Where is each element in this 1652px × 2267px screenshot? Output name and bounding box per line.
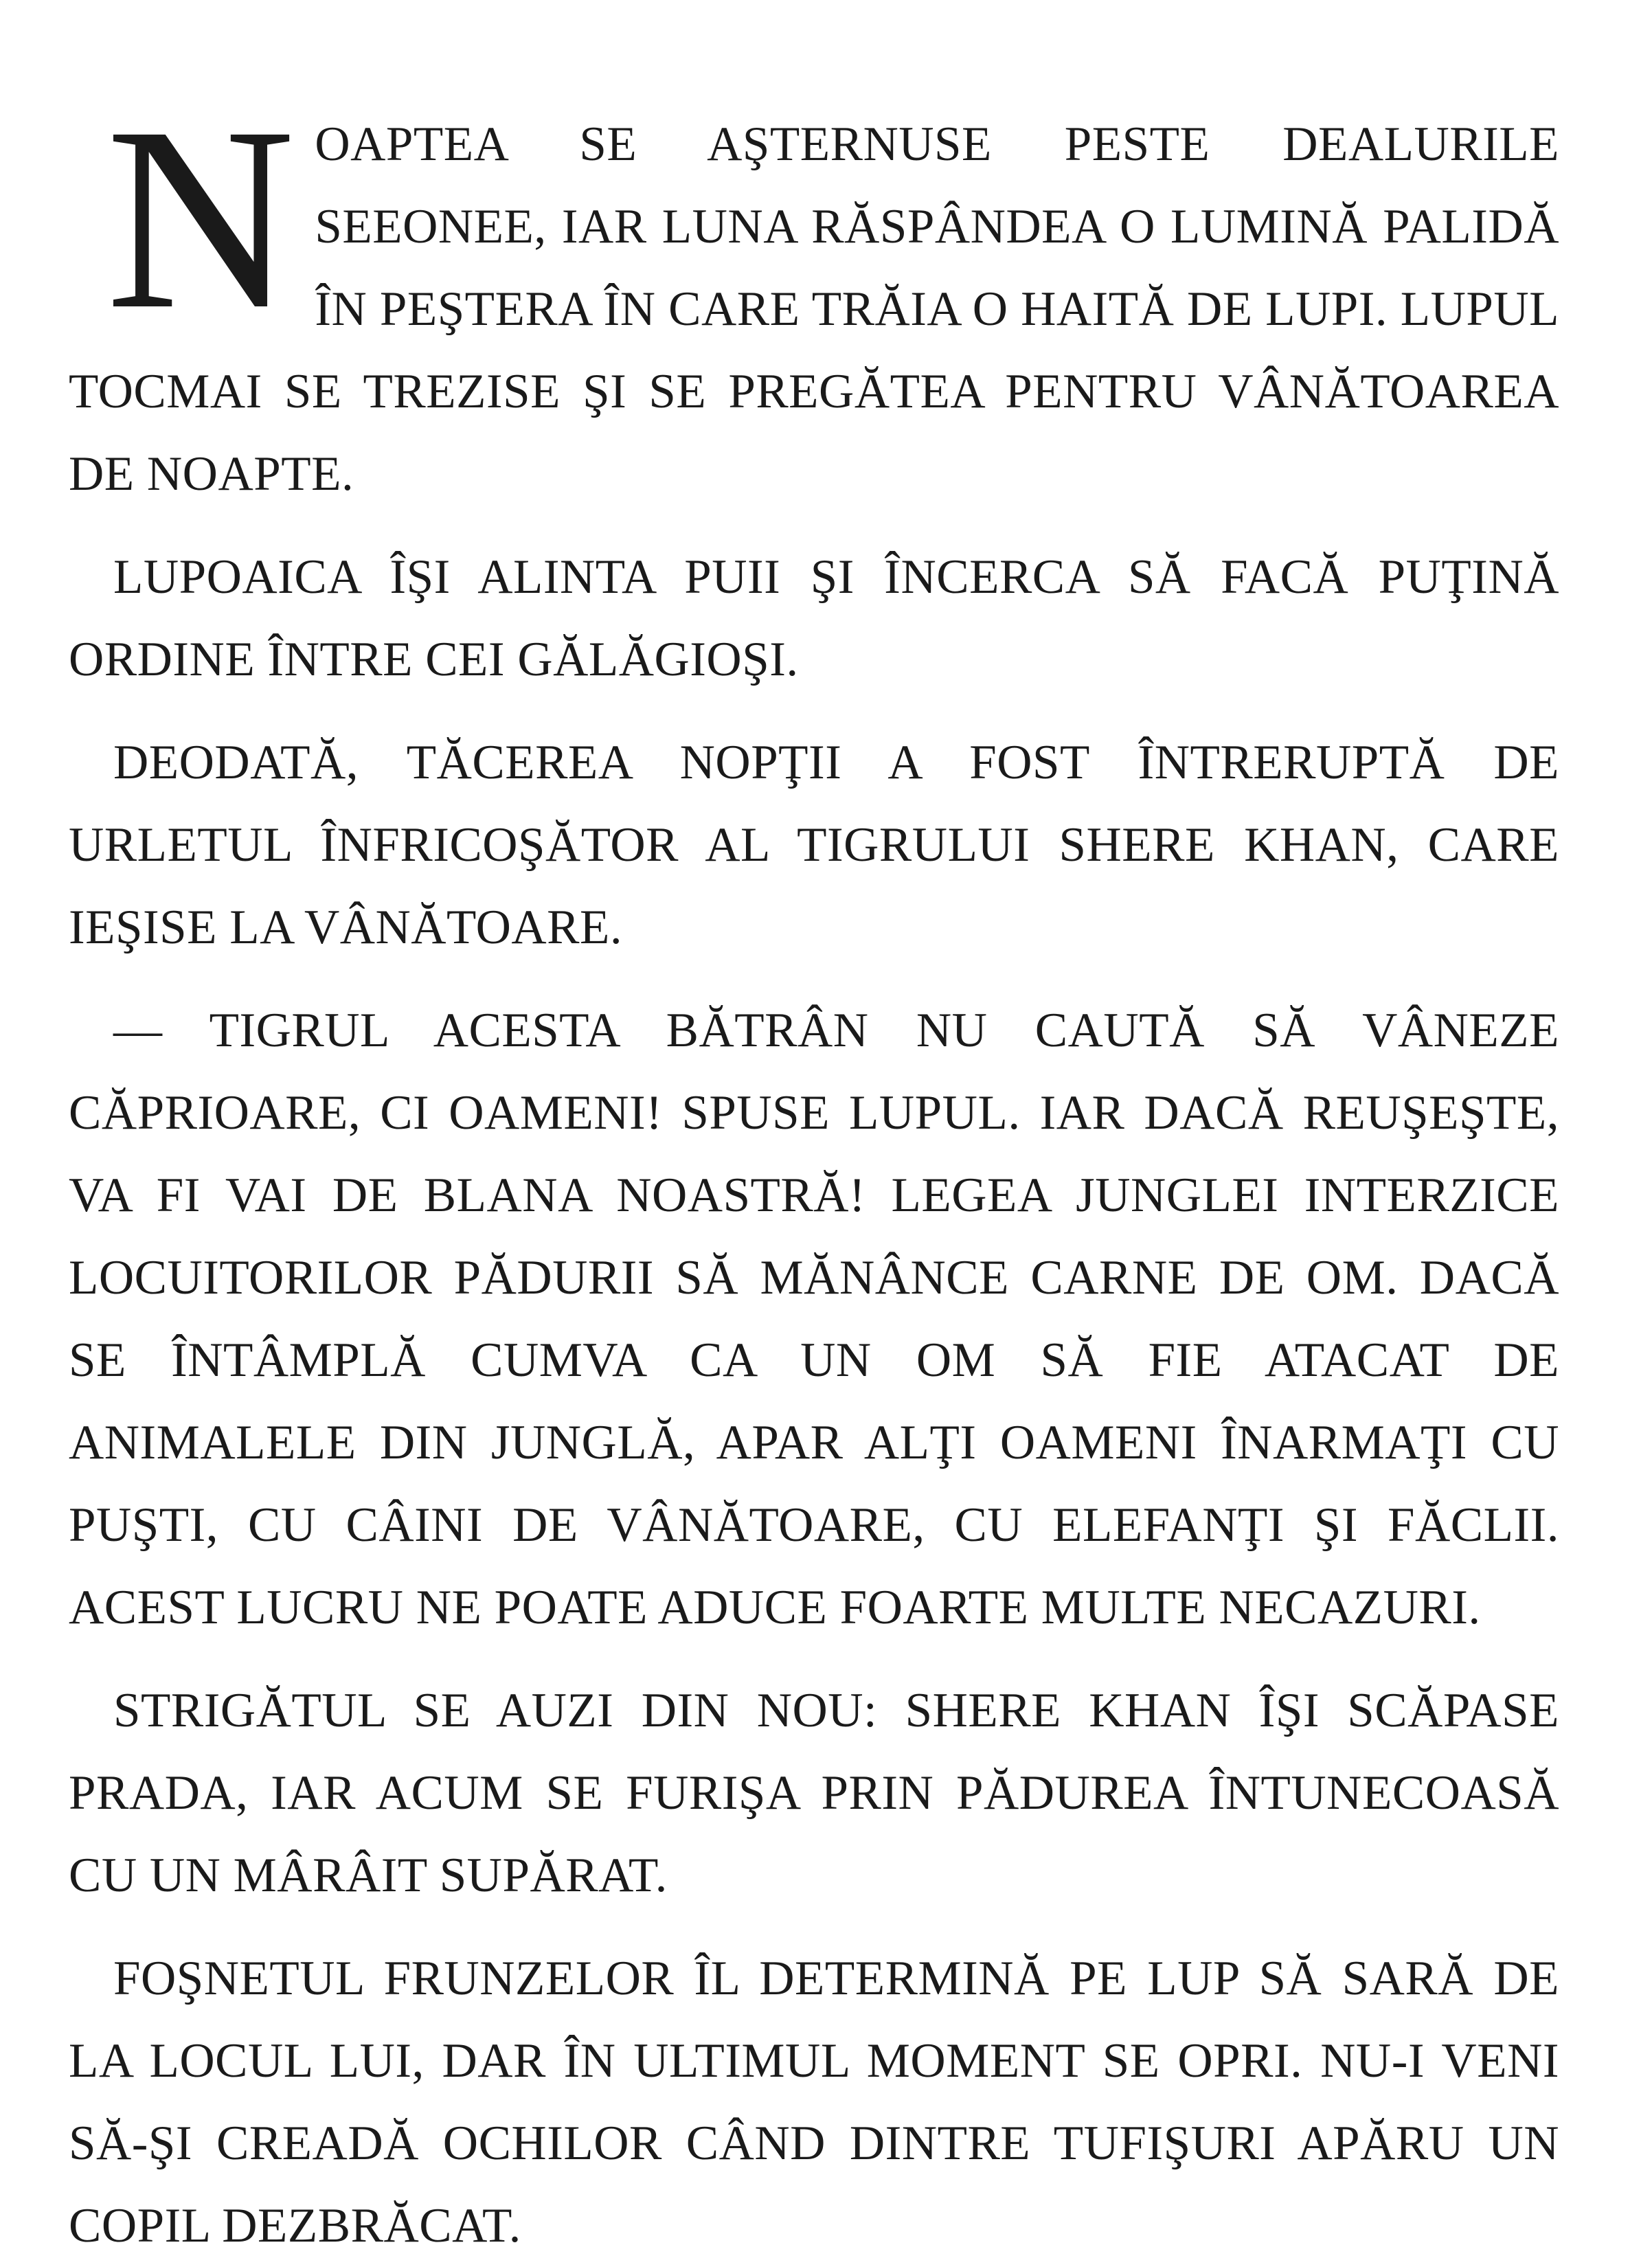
paragraph-shout-again: STRIGĂTUL SE AUZI DIN NOU: SHERE KHAN ÎŞI SCĂPASE PRADA, IAR ACUM SE FURIŞA PRIN PĂDUREA ÎNTUNECOASĂ CU UN MÂRÂIT SUPĂRAT. bbox=[69, 1684, 1559, 1902]
paragraph-tiger-roar: DEODATĂ, TĂCEREA NOPŢII A FOST ÎNTRERUPTĂ DE URLETUL ÎNFRICOŞĂTOR AL TIGRULUI SHERE KHAN, CARE IEŞISE LA VÂNĂTOARE. bbox=[69, 736, 1559, 954]
paragraph-wolf-speech: — TIGRUL ACESTA BĂTRÂN NU CAUTĂ SĂ VÂNEZE CĂPRIOARE, CI OAMENI! SPUSE LUPUL. IAR DACĂ REUŞEŞTE, VA FI VAI DE BLANA NOASTRĂ! LEGEA JUNGLEI INTERZICE LOCUITORILOR PĂDURII SĂ MĂNÂNCE CARNE DE OM. DACĂ SE ÎNTÂMPLĂ CUMVA CA UN OM SĂ FIE ATACAT DE ANIMALELE DIN JUNGLĂ, APAR ALŢI OAMENI ÎNARMAŢI CU PUŞTI, CU CÂINI DE VÂNĂTOARE, CU ELEFANŢI ŞI FĂCLII. ACEST LUCRU NE POATE ADUCE FOARTE MULTE NECAZURI. bbox=[69, 1004, 1559, 1634]
paragraph-opening-text: OAPTEA SE AŞTERNUSE PESTE DEALURILE SEEONEE, IAR LUNA RĂSPÂNDEA O LUMINĂ PALIDĂ ÎN PEŞTERA ÎN CARE TRĂIA O HAITĂ DE LUPI. LUPUL TOCMAI SE TREZISE ŞI SE PREGĂTEA PENTRU VÂNĂTOAREA DE NOAPTE. bbox=[69, 117, 1559, 501]
drop-cap-letter: N bbox=[106, 73, 296, 363]
paragraph-she-wolf: LUPOAICA ÎŞI ALINTA PUII ŞI ÎNCERCA SĂ FACĂ PUŢINĂ ORDINE ÎNTRE CEI GĂLĂGIOŞI. bbox=[69, 550, 1559, 686]
story-page bbox=[69, 73, 1559, 2267]
paragraph-opening bbox=[69, 73, 1559, 515]
paragraph-child-appears: FOŞNETUL FRUNZELOR ÎL DETERMINĂ PE LUP SĂ SARĂ DE LA LOCUL LUI, DAR ÎN ULTIMUL MOMENT SE OPRI. NU-I VENI SĂ-ŞI CREADĂ OCHILOR CÂND DINTRE TUFIŞURI APĂRU UN COPIL DEZBRĂCAT. bbox=[69, 1952, 1559, 2253]
